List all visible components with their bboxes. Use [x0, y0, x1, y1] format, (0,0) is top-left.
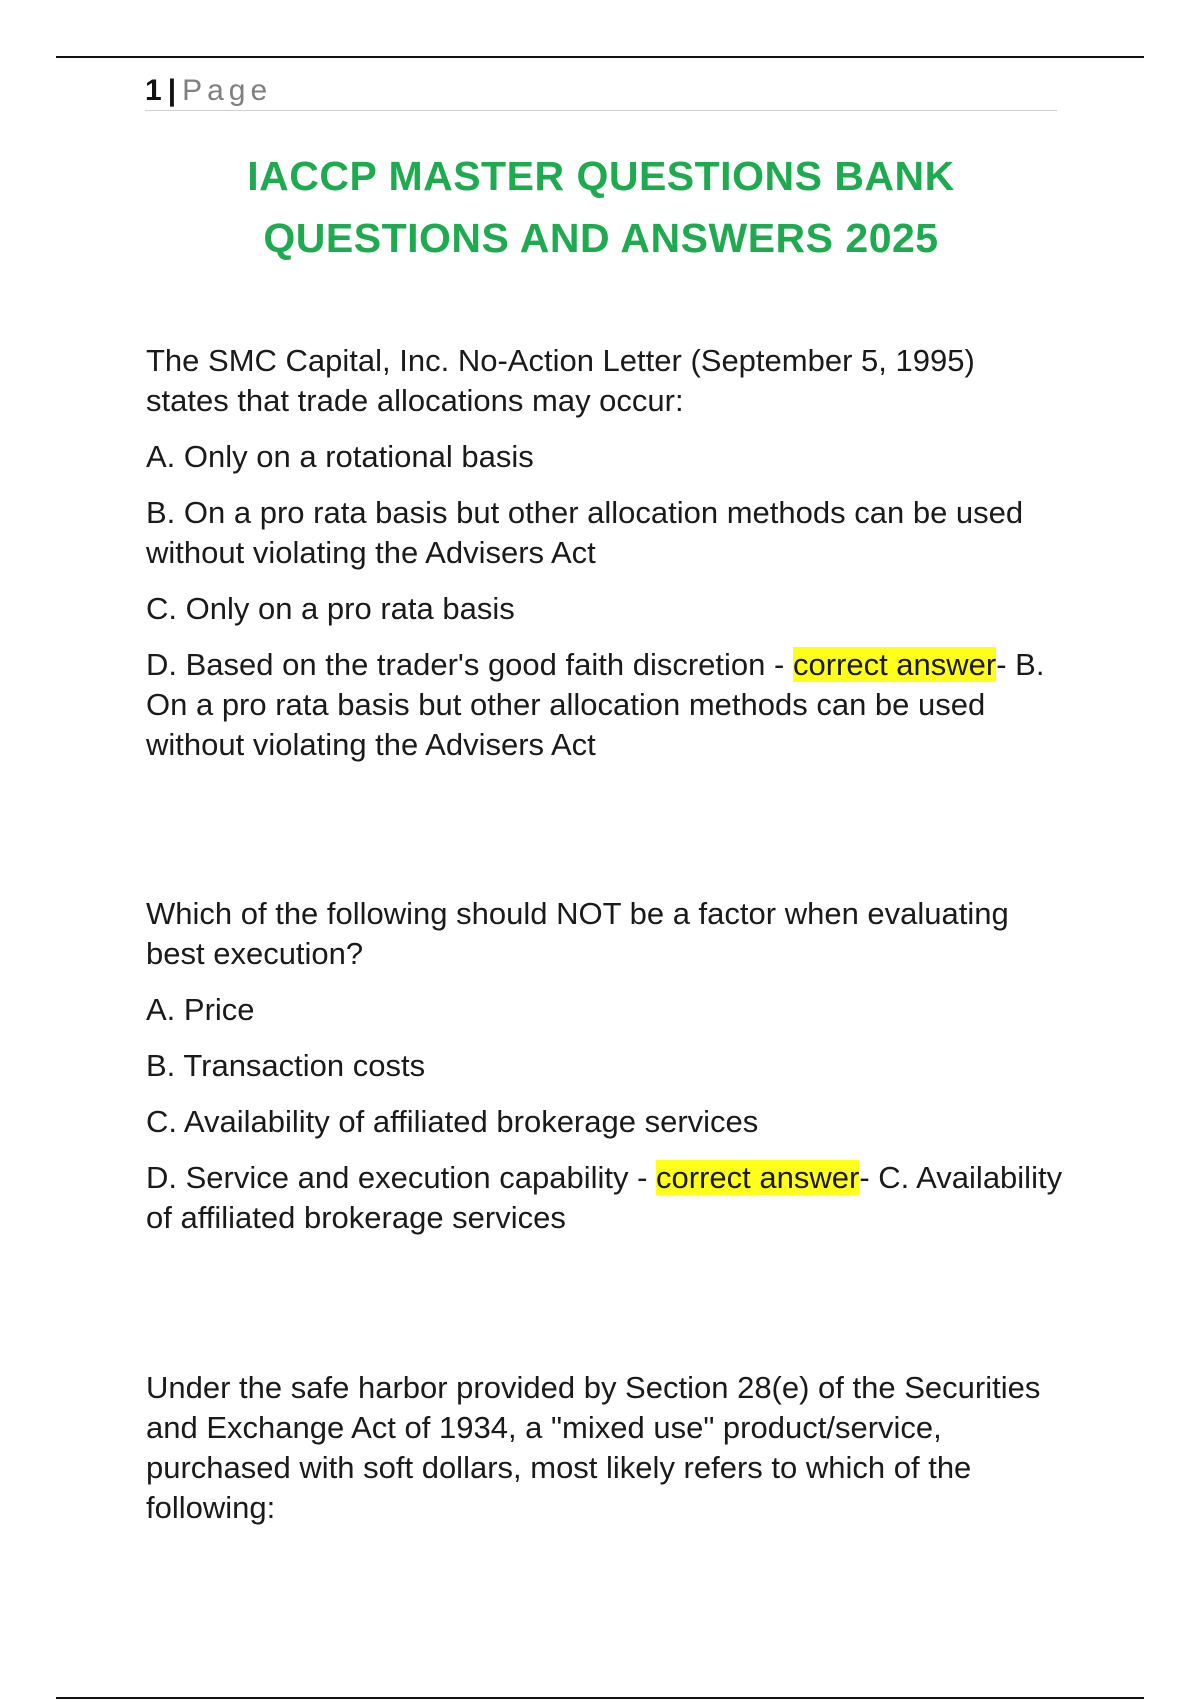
question-text: Which of the following should NOT be a factor when evaluating best execution?	[146, 896, 1009, 971]
page-number: 1	[145, 74, 162, 107]
document-title	[145, 145, 1057, 269]
correct-answer-highlight: correct answer	[656, 1160, 860, 1195]
answer-text: - C. Availability of affiliated brokerage services	[146, 1160, 1063, 1235]
question-block	[146, 894, 1066, 1254]
correct-answer-highlight: correct answer	[792, 647, 997, 682]
page-header	[145, 72, 1057, 111]
option-b: B. Transaction costs	[146, 1048, 426, 1083]
option-c: C. Availability of affiliated brokerage services	[146, 1104, 759, 1139]
option-d: D. Service and execution capability -	[146, 1160, 657, 1195]
title-line-1: IACCP MASTER QUESTIONS BANK	[247, 153, 955, 199]
option-a: A. Price	[146, 992, 255, 1027]
question-block	[146, 1368, 1066, 1544]
option-d-with-answer	[146, 1158, 1066, 1238]
page-label: Page	[182, 74, 273, 107]
top-rule	[56, 56, 1144, 58]
bottom-rule	[56, 1697, 1144, 1699]
title-line-2: QUESTIONS AND ANSWERS 2025	[263, 215, 939, 261]
option-a: A. Only on a rotational basis	[146, 439, 534, 474]
option-b: B. On a pro rata basis but other allocation methods can be used without violating the Advisers Act	[146, 495, 1024, 570]
page-separator: |	[167, 74, 177, 107]
answer-text: - B. On a pro rata basis but other allocation methods can be used without violating the Advisers Act	[146, 647, 1045, 762]
option-d-with-answer	[146, 645, 1066, 765]
question-text: Under the safe harbor provided by Section 28(e) of the Securities and Exchange Act of 1934, a "mixed use" product/service, purchased with soft dollars, most likely refers to which of the following:	[146, 1370, 1041, 1525]
question-block	[146, 341, 1066, 781]
question-text: The SMC Capital, Inc. No-Action Letter (September 5, 1995) states that trade allocations may occur:	[146, 343, 975, 418]
option-c: C. Only on a pro rata basis	[146, 591, 515, 626]
option-d: D. Based on the trader's good faith discretion -	[146, 647, 793, 682]
